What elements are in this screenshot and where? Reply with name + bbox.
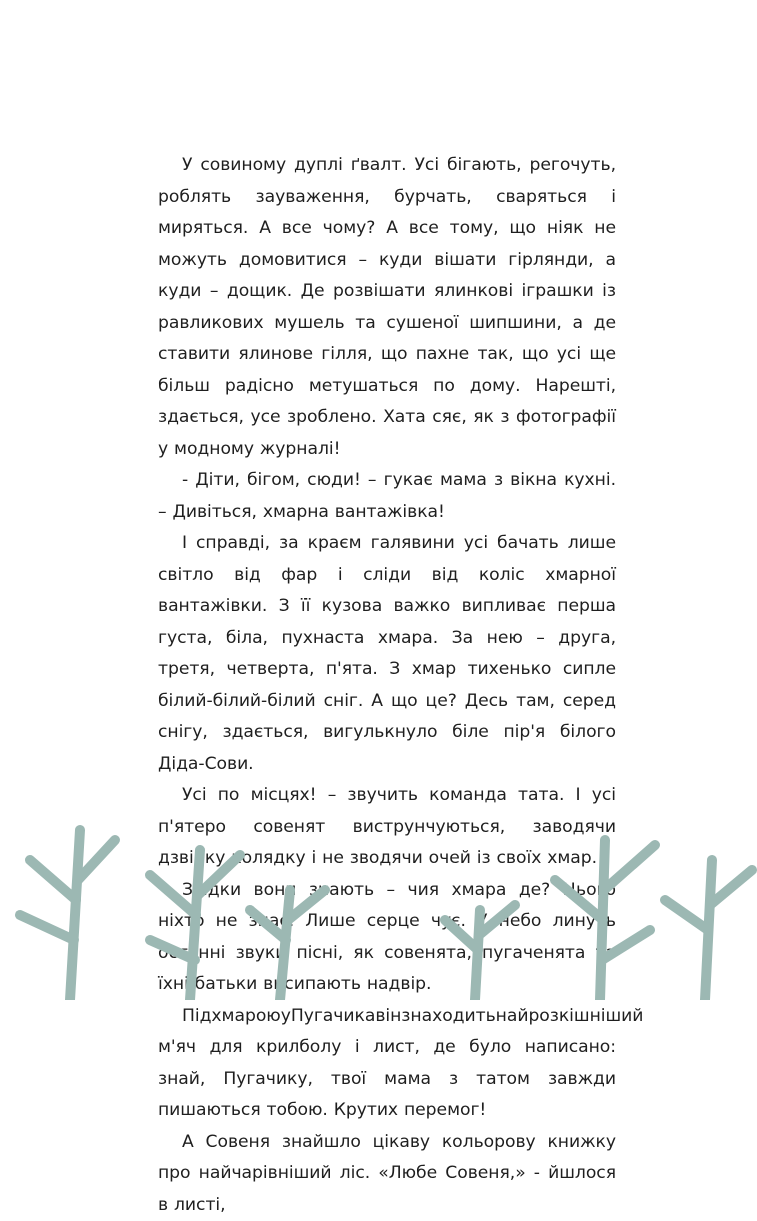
paragraph-4: Усі по місцях! – звучить команда тата. І усі п'ятеро совенят виструнчуються, заводячи дзвінку колядку і не зводячи очей із своїх хмар. [158, 780, 616, 875]
paragraph-1: У совиному дуплі ґвалт. Усі бігають, регочуть, роблять зауваження, бурчать, сваряться і миряться. А все чому? А все тому, що ніяк не можуть домовитися – куди вішати гірлянди, а куди – дощик. Де розвішати ялинкові іграшки із равликових мушель та сушеної шипшини, а де ставити ялинове гілля, що пахне так, що усі ще більш радісно метушаться по дому. Нарешті, здається, усе зроблено. Хата сяє, як з фотографії у модному журналі! [158, 150, 616, 465]
branch-left-3 [250, 890, 325, 1000]
branch-right-3 [665, 860, 752, 1000]
branch-left [20, 830, 115, 1000]
branch-left-2 [150, 850, 240, 1000]
paragraph-5: Звідки вони знають – чия хмара де? Цього ніхто не знає. Лише серце чує. У небо линуть останні звуки пісні, як совенята, пугаченята та їхні батьки висипають надвір. [158, 875, 616, 1001]
bare-branches-illustration [0, 820, 757, 1000]
story-text [158, 150, 616, 1221]
branch-right-1 [445, 905, 515, 1000]
branch-right-2 [555, 840, 655, 1000]
paragraph-6: ПідхмароюуПугачикавінзнаходитьнайрозкішніший м'яч для крилболу і лист, де було написано: знай, Пугачику, твої мама з татом завжди пишаються тобою. Крутих перемог! [158, 1001, 616, 1127]
paragraph-3: І справді, за краєм галявини усі бачать лише світло від фар і сліди від коліс хмарної вантажівки. З її кузова важко випливає перша густа, біла, пухнаста хмара. За нею – друга, третя, четверта, п'ята. З хмар тихенько сипле білий-білий-білий сніг. А що це? Десь там, серед снігу, здається, вигулькнуло біле пір'я білого Діда-Сови. [158, 528, 616, 780]
paragraph-2: - Діти, бігом, сюди! – гукає мама з вікна кухні. – Дивіться, хмарна вантажівка! [158, 465, 616, 528]
paragraph-7: А Совеня знайшло цікаву кольорову книжку про найчарівніший ліс. «Любе Совеня,» - йшлося в листі, [158, 1127, 616, 1221]
